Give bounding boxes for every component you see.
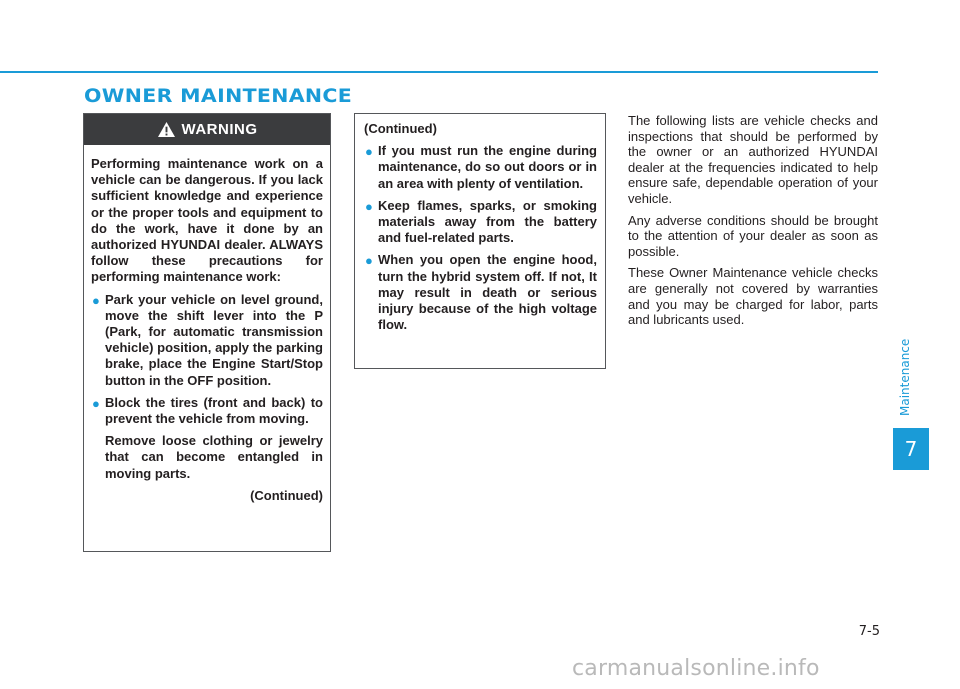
bullet-dot-icon: ● [92, 292, 100, 308]
list-item-text: Keep flames, sparks, or smoking materials away from the battery and fuel-related parts. [378, 197, 597, 246]
paragraph: The following lists are vehicle checks and inspections that should be performed by the owner or an authorized HYUNDAI dealer at the frequencies indicated to help ensure safe, dependable operation of your vehicle. [628, 113, 878, 206]
warning-triangle-icon [157, 121, 176, 138]
bullet-dot-icon: ● [365, 198, 373, 214]
warning-intro: Performing maintenance work on a vehicle can be dangerous. If you lack sufficient knowledge and experience or the proper tools and equipment to do the work, have it done by an authorized HYUNDAI dealer. ALWAYS follow these precautions for performing maintenance work: [91, 156, 323, 285]
warning-header [84, 114, 330, 145]
list-item-text: When you open the engine hood, turn the hybrid system off. If not, It may result in death or serious injury because of the high voltage flow. [378, 252, 597, 333]
list-item [91, 395, 323, 427]
list-item [364, 252, 597, 333]
chapter-side-label: Maintenance [898, 338, 912, 417]
warning-box [83, 113, 331, 552]
watermark-text[interactable]: carmanualsonline.info [572, 656, 820, 681]
chapter-number-tab: 7 [893, 428, 929, 470]
continued-box [354, 113, 606, 369]
continued-bullet-list [364, 143, 597, 333]
continued-body [355, 114, 605, 333]
page-number: 7-5 [858, 624, 880, 639]
warning-header-label: WARNING [181, 121, 258, 138]
warning-extra-paragraph: Remove loose clothing or jewelry that can become entangled in moving parts. [105, 433, 323, 481]
paragraph: These Owner Maintenance vehicle checks are generally not covered by warranties and you may be charged for labor, parts and lubricants used. [628, 265, 878, 328]
list-item-text: If you must run the engine during maintenance, do so out doors or in an area with plenty of ventilation. [378, 143, 597, 191]
bullet-dot-icon: ● [365, 144, 373, 160]
list-item-text: Park your vehicle on level ground, move the shift lever into the P (Park, for automatic transmission vehicle) position, apply the parking brake, place the Engine Start/Stop button in the OFF position. [105, 291, 323, 388]
section-title: OWNER MAINTENANCE [84, 85, 353, 107]
list-item [364, 198, 597, 247]
top-rule [0, 71, 878, 73]
list-item-text: Block the tires (front and back) to prevent the vehicle from moving. [105, 394, 323, 427]
warning-bullet-list [91, 292, 323, 428]
list-item [91, 292, 323, 389]
list-item [364, 143, 597, 192]
right-column [628, 113, 878, 334]
continued-label: (Continued) [250, 487, 323, 503]
warning-body [84, 145, 330, 504]
bullet-dot-icon: ● [365, 253, 373, 269]
paragraph: Any adverse conditions should be brought to the attention of your dealer as soon as possible. [628, 212, 878, 259]
bullet-dot-icon: ● [92, 395, 100, 411]
continued-heading: (Continued) [364, 121, 437, 136]
